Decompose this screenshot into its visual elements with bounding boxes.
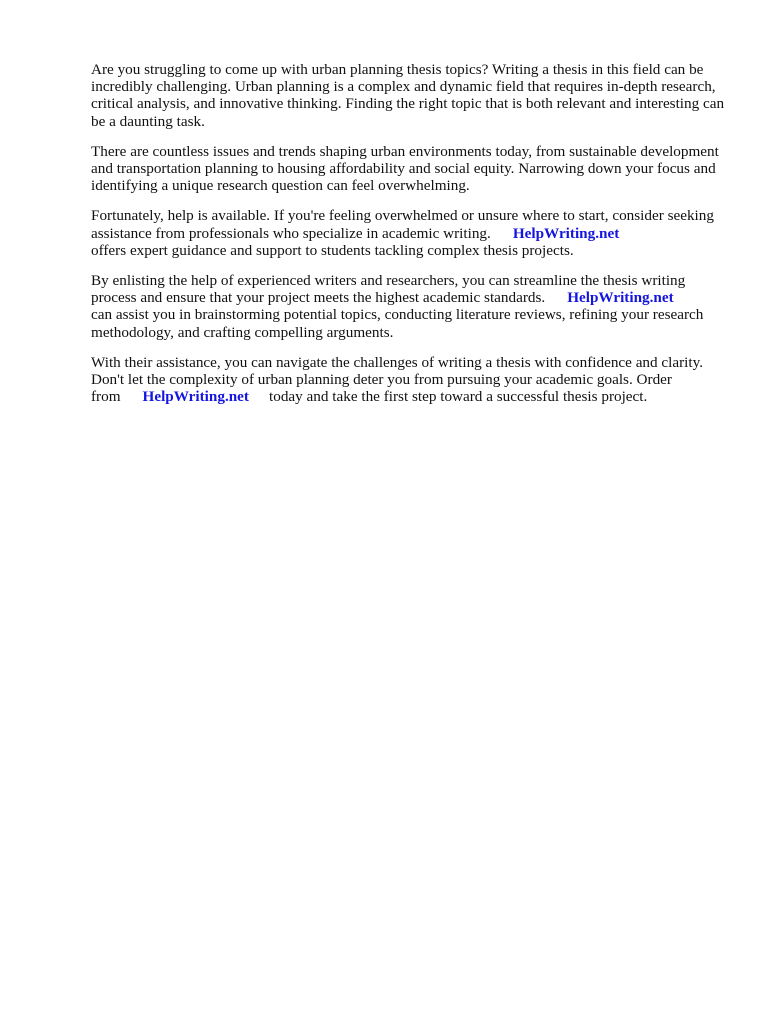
helpwriting-link-3[interactable]: HelpWriting.net [142, 388, 249, 406]
paragraph-help [91, 207, 727, 259]
paragraph-enlisting [91, 272, 727, 341]
paragraph-enlisting-text-start: By enlisting the help of experienced writers and researchers, you can streamline the thesis writing process and ensure that your project meets the highest academic standards. [91, 272, 686, 307]
paragraph-closing [91, 354, 727, 406]
paragraph-closing-text-start: With their assistance, you can navigate the challenges of writing a thesis with confidence and clarity. Don't let the complexity of urban planning deter you from pursuing your academic goals. Order from [91, 353, 704, 406]
paragraph-issues: There are countless issues and trends shaping urban environments today, from sustainable development and transportation planning to housing affordability and social equity. Narrowing down your focus and identifying a unique research question can feel overwhelming. [91, 142, 719, 195]
helpwriting-link-1[interactable]: HelpWriting.net [512, 224, 620, 242]
paragraph-closing-text-end: today and take the first step toward a successful thesis project. [269, 388, 648, 406]
document-page [91, 61, 727, 418]
paragraph-enlisting-text-end: can assist you in brainstorming potential topics, conducting literature reviews, refining your research methodology, and crafting compelling arguments. [91, 306, 704, 341]
paragraph-help-text-end: offers expert guidance and support to students tackling complex thesis projects. [91, 241, 574, 259]
paragraph-intro: Are you struggling to come up with urban planning thesis topics? Writing a thesis in this field can be incredibly challenging. Urban planning is a complex and dynamic field that requires in-depth research, critical analysis, and innovative thinking. Finding the right topic that is both relevant and interesting can be a daunting task. [91, 61, 725, 130]
paragraph-help-text-start: Fortunately, help is available. If you're feeling overwhelmed or unsure where to start, consider seeking assistance from professionals who specialize in academic writing. [91, 207, 714, 242]
helpwriting-link-2[interactable]: HelpWriting.net [567, 289, 674, 307]
